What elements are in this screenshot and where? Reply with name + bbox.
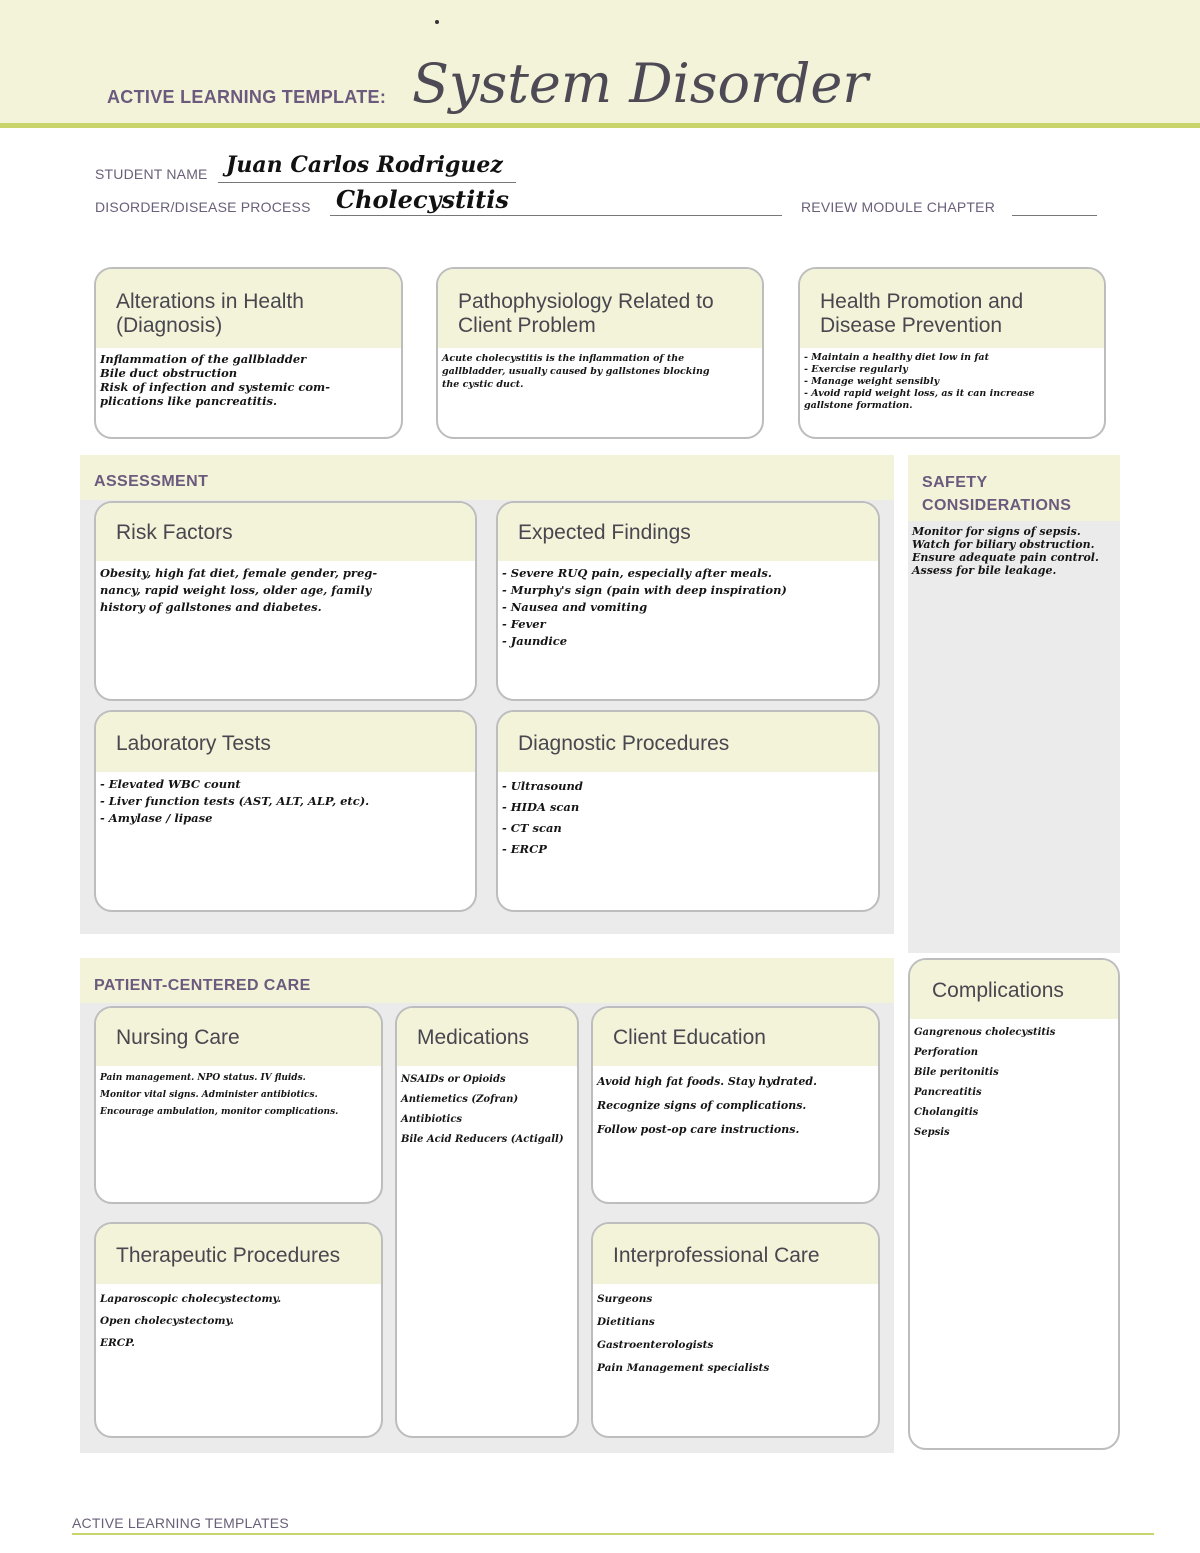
complications-line: Cholangitis <box>914 1107 979 1118</box>
medications-line: Bile Acid Reducers (Actigall) <box>401 1134 564 1145</box>
disorder-label: DISORDER/DISEASE PROCESS <box>95 199 311 215</box>
safety-line: Watch for biliary obstruction. <box>912 538 1095 551</box>
pathophysiology-box <box>436 267 764 439</box>
laboratory-tests-line: - Amylase / lipase <box>100 811 213 825</box>
interprofessional-care-title: Interprofessional Care <box>593 1224 878 1284</box>
expected-findings-line: - Severe RUQ pain, especially after meals. <box>502 566 772 580</box>
interprofessional-care-content[interactable] <box>593 1284 878 1380</box>
interprofessional-care-line: Pain Management specialists <box>597 1362 770 1374</box>
laboratory-tests-content[interactable] <box>96 772 475 827</box>
pathophysiology-line: the cystic duct. <box>442 379 524 390</box>
health-promotion-title: Health Promotion and Disease Prevention <box>800 269 1104 348</box>
client-education-content[interactable] <box>593 1066 878 1142</box>
safety-heading-line: CONSIDERATIONS <box>922 497 1072 514</box>
template-label: ACTIVE LEARNING TEMPLATE: <box>107 87 387 107</box>
interprofessional-care-line: Gastroenterologists <box>597 1339 714 1351</box>
nursing-care-line: Monitor vital signs. Administer antibiotics. <box>100 1090 318 1100</box>
safety-heading <box>922 471 1071 517</box>
expected-findings-line: - Fever <box>502 617 546 631</box>
medications-title: Medications <box>397 1008 577 1066</box>
nursing-care-line: Encourage ambulation, monitor complications. <box>100 1107 339 1117</box>
risk-factors-line: Obesity, high fat diet, female gender, preg- <box>100 566 378 580</box>
client-education-line: Avoid high fat foods. Stay hydrated. <box>597 1075 817 1088</box>
health-promotion-line: - Manage weight sensibly <box>804 376 940 387</box>
therapeutic-procedures-box <box>94 1222 383 1438</box>
footer-label: ACTIVE LEARNING TEMPLATES <box>72 1515 289 1531</box>
complications-line: Bile peritonitis <box>914 1067 999 1078</box>
therapeutic-procedures-title: Therapeutic Procedures <box>96 1224 381 1284</box>
expected-findings-box <box>496 501 880 701</box>
client-education-line: Follow post-op care instructions. <box>597 1123 800 1136</box>
footer-rule <box>72 1533 1154 1535</box>
risk-factors-content[interactable] <box>96 561 475 616</box>
therapeutic-procedures-line: ERCP. <box>100 1337 135 1349</box>
assessment-heading: ASSESSMENT <box>94 473 209 490</box>
health-promotion-box <box>798 267 1106 439</box>
expected-findings-content[interactable] <box>498 561 878 650</box>
diagnostic-procedures-content[interactable] <box>498 772 878 860</box>
risk-factors-title: Risk Factors <box>96 503 475 561</box>
therapeutic-procedures-line: Laparoscopic cholecystectomy. <box>100 1293 282 1305</box>
patient-centered-care-heading: PATIENT-CENTERED CARE <box>94 977 311 994</box>
alterations-line: Risk of infection and systemic com- <box>100 380 330 394</box>
medications-box <box>395 1006 579 1438</box>
expected-findings-title: Expected Findings <box>498 503 878 561</box>
therapeutic-procedures-line: Open cholecystectomy. <box>100 1315 235 1327</box>
safety-line: Assess for bile leakage. <box>912 564 1057 577</box>
medications-line: NSAIDs or Opioids <box>401 1074 506 1085</box>
complications-line: Pancreatitis <box>914 1087 982 1098</box>
client-education-line: Recognize signs of complications. <box>597 1099 807 1112</box>
health-promotion-content[interactable] <box>800 348 1104 412</box>
alterations-line: Bile duct obstruction <box>100 366 238 380</box>
stray-mark <box>435 20 439 24</box>
diagnostic-procedures-line: - HIDA scan <box>502 800 580 814</box>
safety-line: Ensure adequate pain control. <box>912 551 1099 564</box>
laboratory-tests-line: - Elevated WBC count <box>100 777 241 791</box>
alterations-box <box>94 267 403 439</box>
health-promotion-line: - Avoid rapid weight loss, as it can increase <box>804 388 1035 399</box>
health-promotion-line: - Maintain a healthy diet low in fat <box>804 352 989 363</box>
pathophysiology-content[interactable] <box>438 348 762 391</box>
client-education-title: Client Education <box>593 1008 878 1066</box>
laboratory-tests-line: - Liver function tests (AST, ALT, ALP, etc). <box>100 794 370 808</box>
alterations-line: plications like pancreatitis. <box>100 394 277 408</box>
diagnostic-procedures-line: - CT scan <box>502 821 562 835</box>
complications-line: Gangrenous cholecystitis <box>914 1027 1056 1038</box>
diagnostic-procedures-line: - ERCP <box>502 842 547 856</box>
risk-factors-line: history of gallstones and diabetes. <box>100 600 322 614</box>
nursing-care-box <box>94 1006 383 1204</box>
health-promotion-line: - Exercise regularly <box>804 364 908 375</box>
therapeutic-procedures-content[interactable] <box>96 1284 381 1354</box>
student-name-label: STUDENT NAME <box>95 166 208 182</box>
student-name-line <box>218 182 516 183</box>
alterations-title: Alterations in Health (Diagnosis) <box>96 269 401 348</box>
pathophysiology-line: Acute cholecystitis is the inflammation of the <box>442 353 685 364</box>
medications-line: Antiemetics (Zofran) <box>401 1094 519 1105</box>
safety-content[interactable] <box>912 525 1112 577</box>
student-name-field[interactable]: Juan Carlos Rodriguez <box>226 152 503 178</box>
nursing-care-line: Pain management. NPO status. IV fluids. <box>100 1073 306 1083</box>
pathophysiology-title: Pathophysiology Related to Client Problem <box>438 269 762 348</box>
review-module-label: REVIEW MODULE CHAPTER <box>801 199 995 215</box>
header-rule <box>0 123 1200 128</box>
diagnostic-procedures-box <box>496 710 880 912</box>
disorder-line <box>330 215 782 216</box>
laboratory-tests-box <box>94 710 477 912</box>
complications-line: Perforation <box>914 1047 978 1058</box>
laboratory-tests-title: Laboratory Tests <box>96 712 475 772</box>
safety-heading-line: SAFETY <box>922 474 988 491</box>
complications-line: Sepsis <box>914 1127 950 1138</box>
disorder-field[interactable]: Cholecystitis <box>336 185 509 214</box>
diagnostic-procedures-title: Diagnostic Procedures <box>498 712 878 772</box>
template-title: System Disorder <box>412 52 869 115</box>
pathophysiology-line: gallbladder, usually caused by gallstones blocking <box>442 366 710 377</box>
complications-content[interactable] <box>910 1019 1118 1143</box>
client-education-box <box>591 1006 880 1204</box>
risk-factors-box <box>94 501 477 701</box>
risk-factors-line: nancy, rapid weight loss, older age, family <box>100 583 372 597</box>
expected-findings-line: - Jaundice <box>502 634 568 648</box>
medications-line: Antibiotics <box>401 1114 463 1125</box>
nursing-care-title: Nursing Care <box>96 1008 381 1066</box>
diagnostic-procedures-line: - Ultrasound <box>502 779 583 793</box>
health-promotion-line: gallstone formation. <box>804 400 913 411</box>
expected-findings-line: - Nausea and vomiting <box>502 600 648 614</box>
complications-title: Complications <box>910 960 1118 1019</box>
interprofessional-care-line: Dietitians <box>597 1316 655 1328</box>
alterations-line: Inflammation of the gallbladder <box>100 352 307 366</box>
medications-content[interactable] <box>397 1066 577 1150</box>
safety-line: Monitor for signs of sepsis. <box>912 525 1081 538</box>
nursing-care-content[interactable] <box>96 1066 381 1121</box>
interprofessional-care-box <box>591 1222 880 1438</box>
expected-findings-line: - Murphy's sign (pain with deep inspiration) <box>502 583 787 597</box>
alterations-content[interactable] <box>96 348 401 408</box>
review-module-line <box>1012 215 1097 216</box>
complications-box <box>908 958 1120 1450</box>
interprofessional-care-line: Surgeons <box>597 1293 653 1305</box>
